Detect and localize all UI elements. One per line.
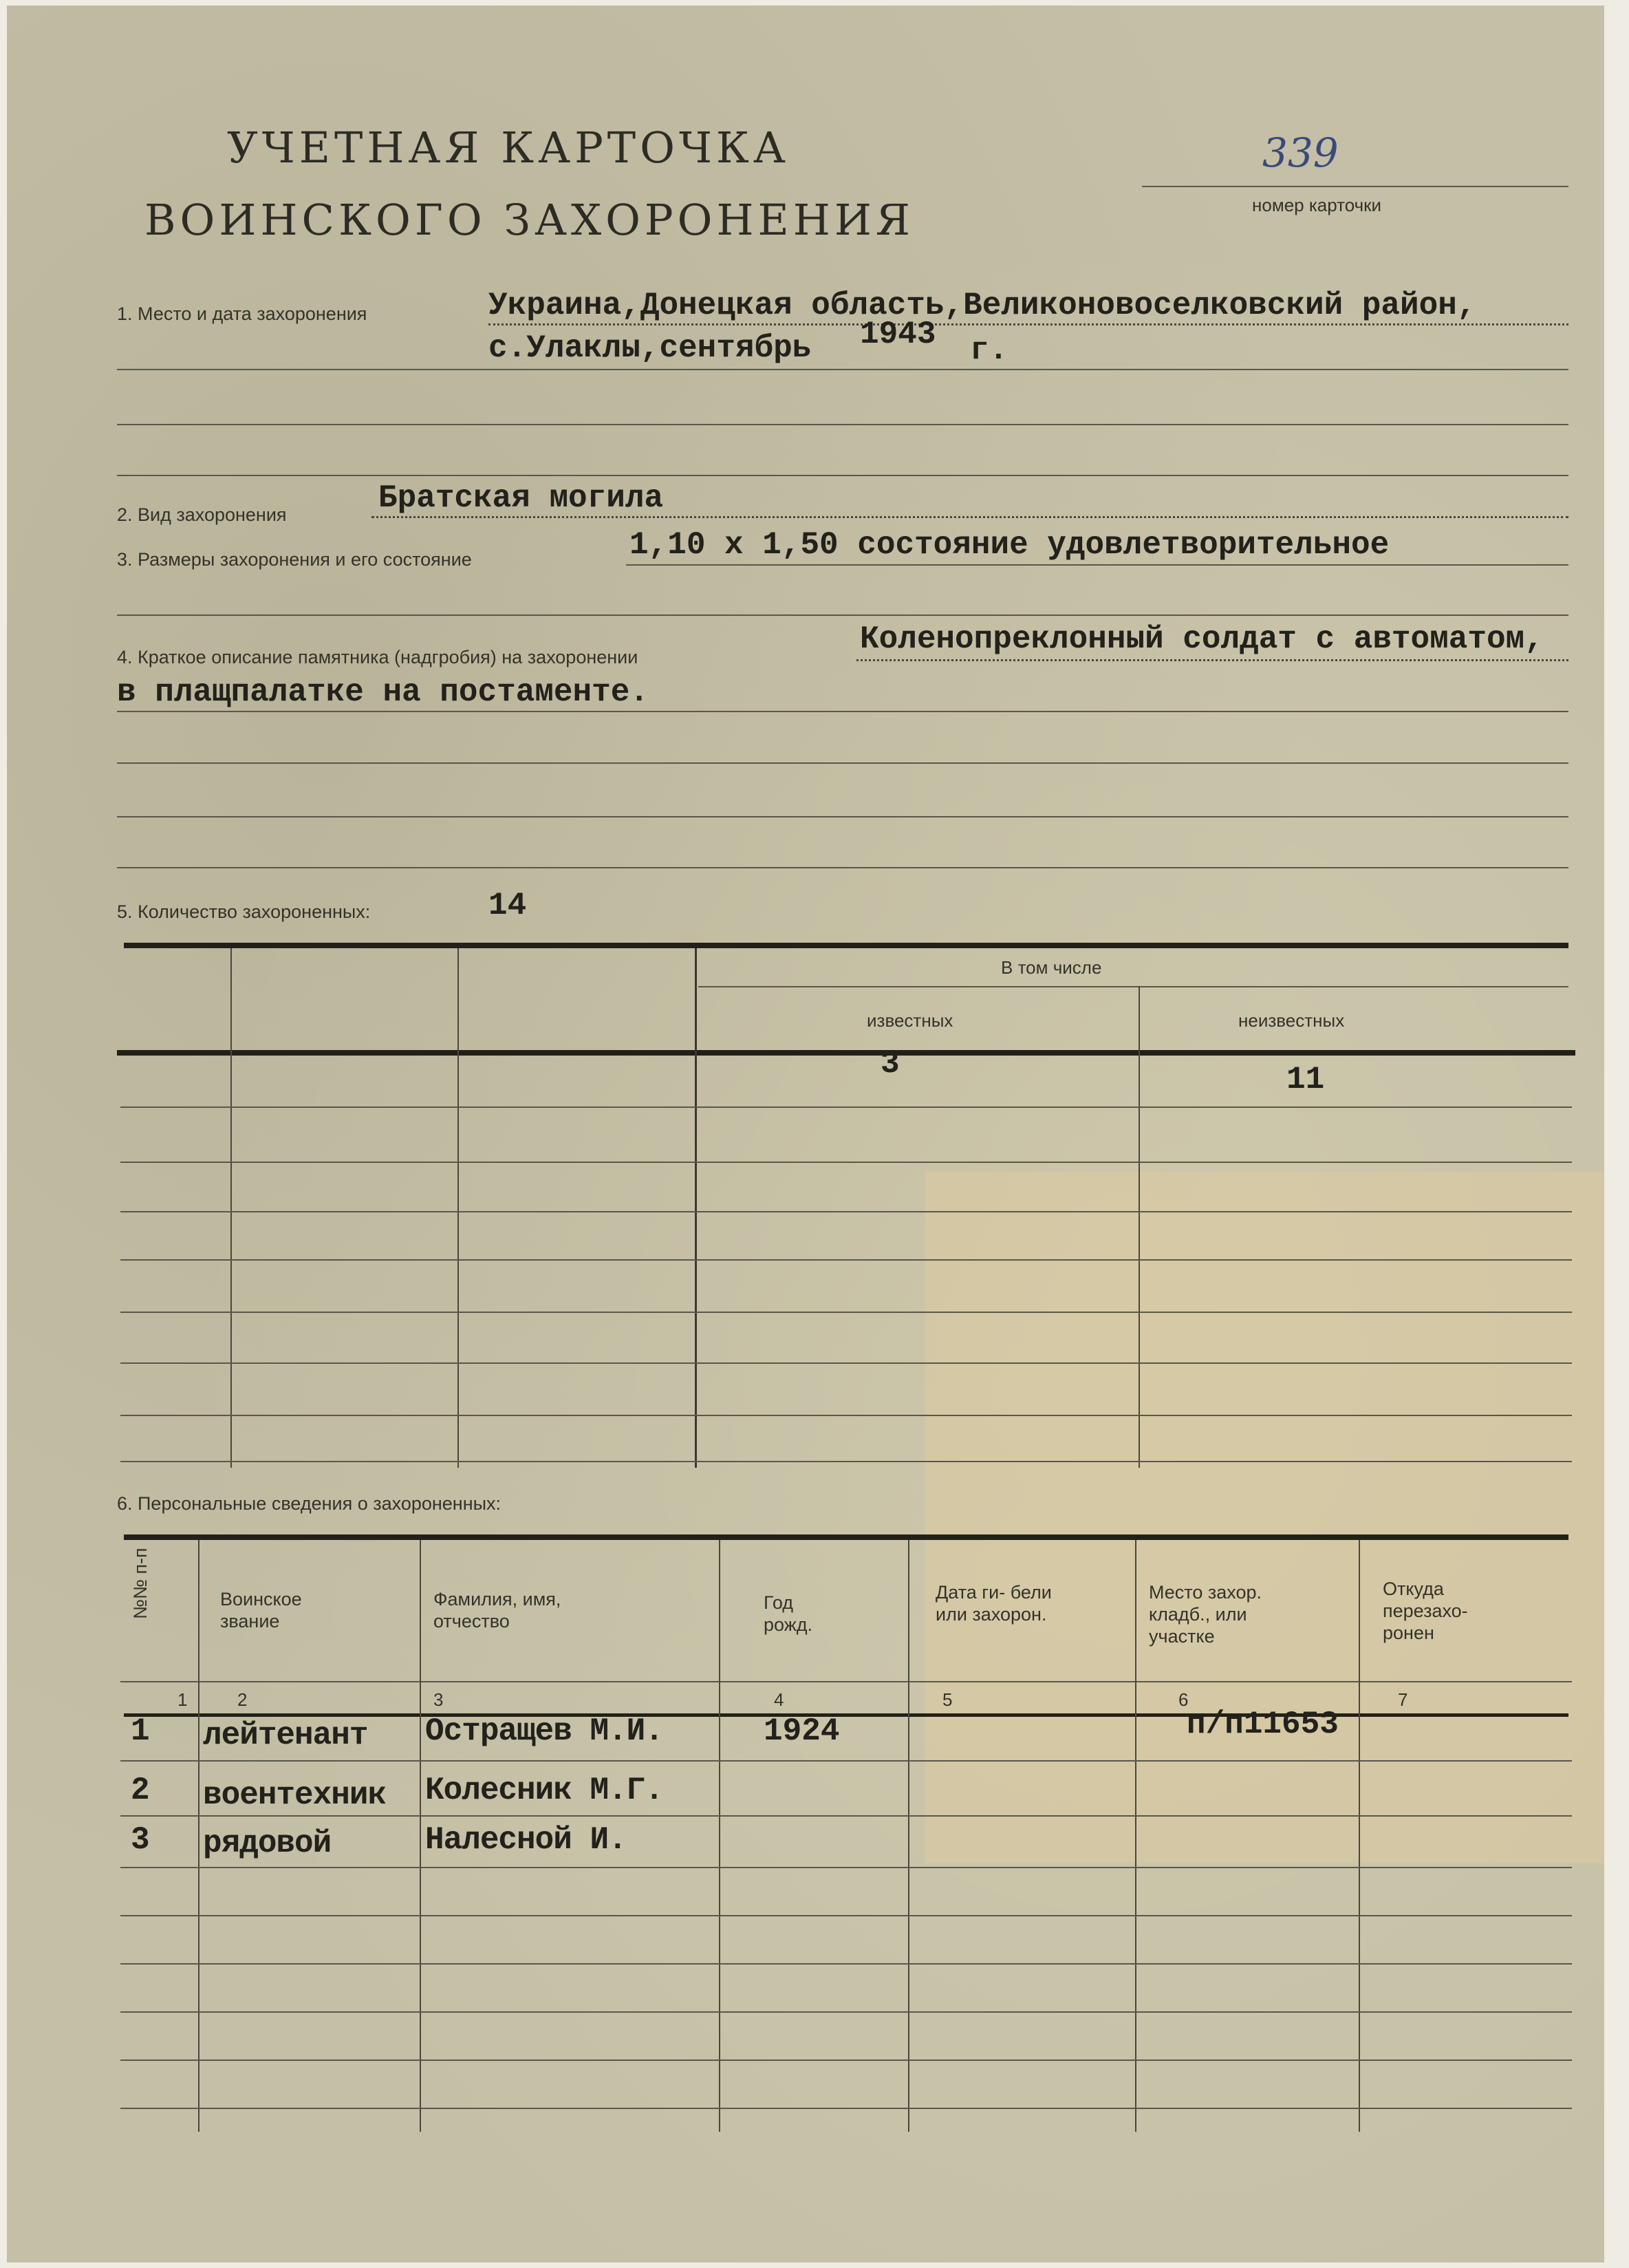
table5-row-line bbox=[120, 1461, 1572, 1462]
field1-value-2a: с.Улаклы,сентябрь bbox=[488, 330, 812, 366]
table6-row-line bbox=[120, 2108, 1572, 2109]
table5-group-header: В том числе bbox=[1001, 957, 1102, 978]
table6-row-line bbox=[120, 1867, 1572, 1868]
table5-row-line bbox=[120, 1259, 1572, 1261]
field4-line-4 bbox=[117, 816, 1568, 817]
table6-row-line bbox=[120, 1760, 1572, 1762]
table6-header-from: Откуда перезахо- ронен bbox=[1383, 1579, 1468, 1643]
table6-vline-4 bbox=[908, 1540, 909, 2132]
table5-col-unknown: неизвестных bbox=[1238, 1010, 1345, 1031]
table6-header-name: Фамилия, имя, отчество bbox=[433, 1589, 561, 1632]
field3-line-2 bbox=[117, 614, 1568, 616]
table6-header-line bbox=[120, 1681, 1572, 1682]
table6-row-line bbox=[120, 1963, 1572, 1965]
table6-header-place: Место захор. кладб., или участке bbox=[1149, 1582, 1262, 1647]
table5-header-rule bbox=[117, 1050, 1575, 1056]
field1-line-4 bbox=[117, 475, 1568, 476]
table6-header-rank: Воинское звание bbox=[220, 1589, 302, 1632]
table5-row-line bbox=[120, 1415, 1572, 1416]
field3-line bbox=[626, 564, 1568, 566]
table6-colnum-1: 1 bbox=[177, 1689, 188, 1710]
table6-header-num: №№ п-п bbox=[130, 1548, 151, 1619]
field1-value-1: Украина,Донецкая область,Великоновоселковский район, bbox=[488, 288, 1476, 323]
table5-row-line bbox=[120, 1211, 1572, 1212]
table6-vline-6 bbox=[1359, 1540, 1360, 2132]
table6-body-rule bbox=[124, 1713, 1568, 1717]
table5-row-line bbox=[120, 1312, 1572, 1313]
table6-row-2-num: 2 bbox=[131, 1773, 150, 1808]
field2-label: 2. Вид захоронения bbox=[117, 504, 287, 525]
table5-group-line bbox=[698, 986, 1568, 987]
field2-value: Братская могила bbox=[378, 480, 664, 516]
table6-row-3-rank: рядовой bbox=[203, 1826, 332, 1861]
field4-line-1 bbox=[856, 659, 1568, 661]
table6-colnum-2: 2 bbox=[237, 1689, 248, 1710]
table5-vline-2 bbox=[457, 948, 459, 1468]
field6-label: 6. Персональные сведения о захороненных: bbox=[117, 1493, 501, 1514]
field3-label: 3. Размеры захоронения и его состояние bbox=[117, 549, 472, 570]
table6-vline-1 bbox=[198, 1540, 199, 2132]
field4-value-2: в плащпалатке на постаменте. bbox=[117, 674, 649, 710]
title-line-2: ВОИНСКОГО ЗАХОРОНЕНИЯ bbox=[144, 195, 914, 245]
table6-colnum-4: 4 bbox=[774, 1689, 784, 1710]
table6-row-3-name: Налесной И. bbox=[425, 1822, 627, 1858]
table6-row-1-year: 1924 bbox=[764, 1713, 840, 1749]
field3-value: 1,10 х 1,50 состояние удовлетворительное bbox=[629, 527, 1390, 563]
field5-label: 5. Количество захороненных: bbox=[117, 901, 371, 922]
field4-line-3 bbox=[117, 762, 1568, 764]
field1-value-2b: г. bbox=[970, 332, 1008, 368]
table6-row-line bbox=[120, 2011, 1572, 2013]
table6-row-1-rank: лейтенант bbox=[203, 1718, 368, 1753]
table6-row-1-place: п/п11653 bbox=[1187, 1707, 1339, 1742]
title-line-1: УЧЕТНАЯ КАРТОЧКА bbox=[227, 122, 790, 173]
field1-year: 1943 bbox=[860, 317, 936, 352]
table5-vline-1 bbox=[230, 948, 232, 1468]
table5-col-known: известных bbox=[867, 1010, 953, 1031]
table6-row-line bbox=[120, 1915, 1572, 1916]
table6-header-death: Дата ги- бели или захорон. bbox=[936, 1582, 1052, 1625]
table6-vline-3 bbox=[719, 1540, 720, 2132]
card-number: 339 bbox=[1262, 129, 1339, 176]
table5-row-line bbox=[120, 1106, 1572, 1108]
table6-row-line bbox=[120, 2060, 1572, 2061]
table5-vline-3 bbox=[695, 948, 697, 1468]
field4-value-1: Коленопреклонный солдат с автоматом, bbox=[860, 621, 1544, 657]
table6-top-rule bbox=[124, 1534, 1568, 1540]
field1-label: 1. Место и дата захоронения bbox=[117, 303, 367, 324]
field4-label: 4. Краткое описание памятника (надгробия) на захоронении bbox=[117, 647, 638, 667]
table5-row-line bbox=[120, 1362, 1572, 1364]
card-number-line bbox=[1142, 186, 1568, 187]
field1-line-1 bbox=[488, 323, 1568, 325]
table6-row-1-num: 1 bbox=[131, 1713, 150, 1749]
table5-row-line bbox=[120, 1162, 1572, 1163]
table6-row-1-name: Остращев М.И. bbox=[425, 1713, 663, 1749]
table6-row-3-num: 3 bbox=[131, 1822, 150, 1858]
table6-row-2-rank: воентехник bbox=[203, 1777, 387, 1813]
field1-line-3 bbox=[117, 424, 1568, 425]
field2-line bbox=[371, 516, 1568, 518]
field4-line-2 bbox=[117, 711, 1568, 712]
table6-colnum-3: 3 bbox=[433, 1689, 444, 1710]
table6-vline-2 bbox=[420, 1540, 421, 2132]
table6-vline-5 bbox=[1135, 1540, 1136, 2132]
table6-colnum-7: 7 bbox=[1398, 1689, 1408, 1710]
table6-row-line bbox=[120, 1815, 1572, 1817]
table5-unknown-value: 11 bbox=[1286, 1062, 1325, 1098]
table6-row-2-name: Колесник М.Г. bbox=[425, 1773, 663, 1808]
table6-colnum-5: 5 bbox=[942, 1689, 953, 1710]
table6-header-year: Год рожд. bbox=[764, 1592, 813, 1635]
record-card bbox=[7, 6, 1604, 2262]
card-number-label: номер карточки bbox=[1252, 195, 1382, 215]
field4-line-5 bbox=[117, 867, 1568, 868]
table5-vline-4 bbox=[1139, 986, 1140, 1468]
field5-value: 14 bbox=[488, 888, 527, 923]
field1-line-2 bbox=[117, 369, 1568, 370]
table6-colnum-6: 6 bbox=[1178, 1689, 1189, 1710]
table5-top-rule bbox=[124, 943, 1568, 948]
table5-known-value: 3 bbox=[881, 1046, 900, 1082]
